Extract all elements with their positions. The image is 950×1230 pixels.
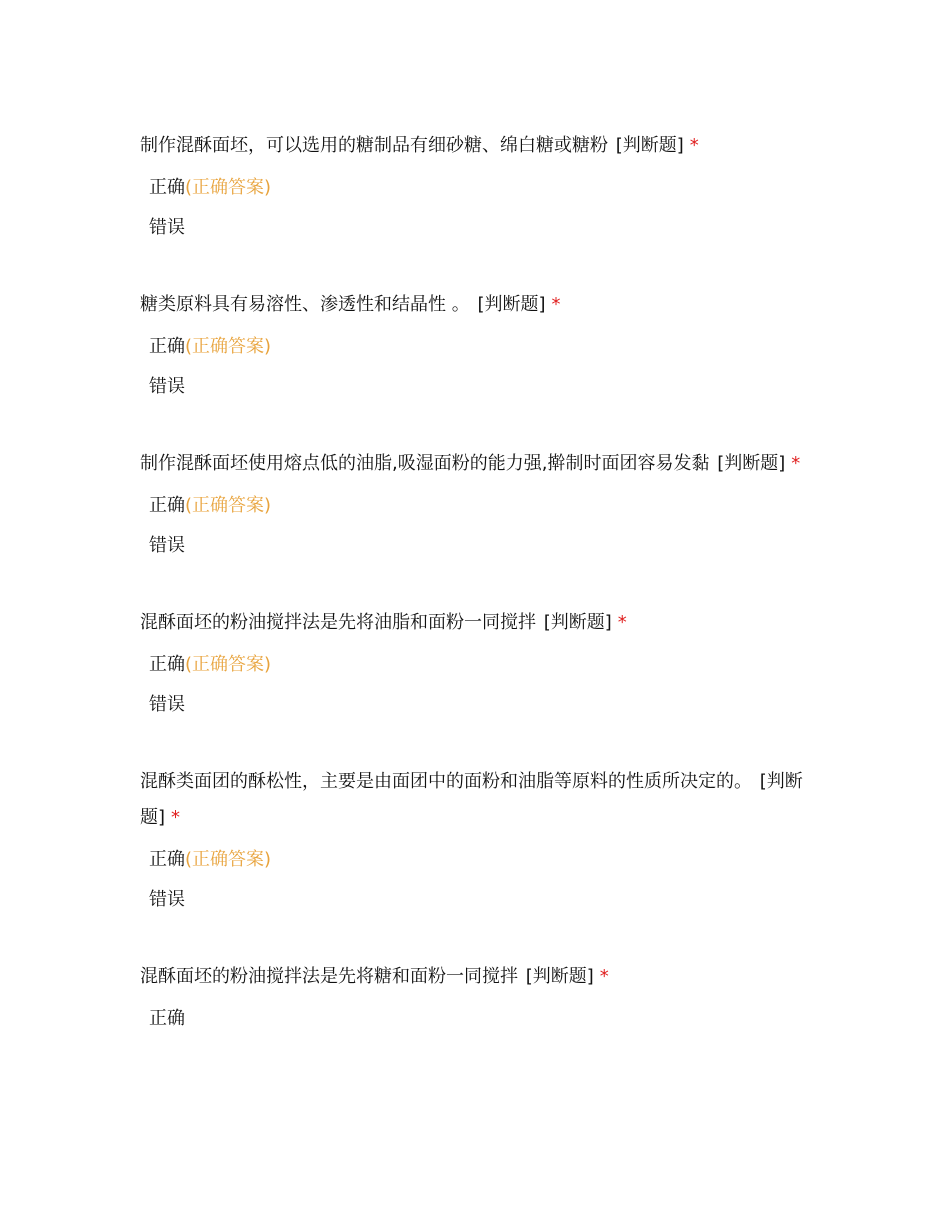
question-text: 混酥类面团的酥松性，主要是由面团中的面粉和油脂等原料的性质所决定的。 (140, 771, 752, 792)
question-title (140, 128, 805, 164)
option-label: 正确 (149, 177, 185, 198)
correct-answer-mark: (正确答案) (185, 336, 272, 357)
question-2 (140, 287, 805, 407)
option-label: 正确 (149, 849, 185, 870)
option-label: 正确 (149, 1008, 185, 1029)
option-label: 错误 (149, 694, 185, 715)
question-1 (140, 128, 805, 248)
option-false[interactable] (140, 208, 805, 248)
option-false[interactable] (140, 367, 805, 407)
option-true[interactable] (140, 645, 805, 685)
correct-answer-mark: (正确答案) (185, 849, 272, 870)
required-mark: * (551, 294, 561, 315)
question-text: 混酥面坯的粉油搅拌法是先将油脂和面粉一同搅拌 (140, 612, 536, 633)
question-6 (140, 959, 805, 1039)
question-5 (140, 764, 805, 920)
question-title (140, 605, 805, 641)
option-false[interactable] (140, 526, 805, 566)
quiz-document (140, 128, 805, 1078)
required-mark: * (171, 807, 181, 828)
question-title (140, 287, 805, 323)
question-type-label: [判断题] (717, 453, 786, 474)
required-mark: * (617, 612, 627, 633)
option-true[interactable] (140, 840, 805, 880)
option-true[interactable] (140, 327, 805, 367)
option-label: 错误 (149, 217, 185, 238)
question-type-label: [判断题] (615, 135, 684, 156)
question-text: 混酥面坯的粉油搅拌法是先将糖和面粉一同搅拌 (140, 966, 518, 987)
question-type-label: [判断题] (525, 966, 594, 987)
required-mark: * (599, 966, 609, 987)
option-label: 错误 (149, 889, 185, 910)
option-false[interactable] (140, 880, 805, 920)
option-true[interactable] (140, 999, 805, 1039)
question-title (140, 764, 805, 836)
option-label: 正确 (149, 495, 185, 516)
option-label: 正确 (149, 336, 185, 357)
question-3 (140, 446, 805, 566)
option-label: 错误 (149, 535, 185, 556)
option-label: 正确 (149, 654, 185, 675)
question-type-label: [判断题] (140, 771, 803, 828)
question-type-label: [判断题] (477, 294, 546, 315)
question-4 (140, 605, 805, 725)
question-title (140, 446, 805, 482)
option-true[interactable] (140, 486, 805, 526)
correct-answer-mark: (正确答案) (185, 654, 272, 675)
required-mark: * (689, 135, 699, 156)
option-false[interactable] (140, 685, 805, 725)
question-text: 制作混酥面坯，可以选用的糖制品有细砂糖、绵白糖或糖粉 (140, 135, 608, 156)
question-text: 制作混酥面坯使用熔点低的油脂,吸湿面粉的能力强,擀制时面团容易发黏 (140, 453, 710, 474)
question-type-label: [判断题] (543, 612, 612, 633)
question-text: 糖类原料具有易溶性、渗透性和结晶性 。 (140, 294, 470, 315)
option-true[interactable] (140, 168, 805, 208)
option-label: 错误 (149, 376, 185, 397)
question-title (140, 959, 805, 995)
correct-answer-mark: (正确答案) (185, 177, 272, 198)
correct-answer-mark: (正确答案) (185, 495, 272, 516)
required-mark: * (791, 453, 801, 474)
